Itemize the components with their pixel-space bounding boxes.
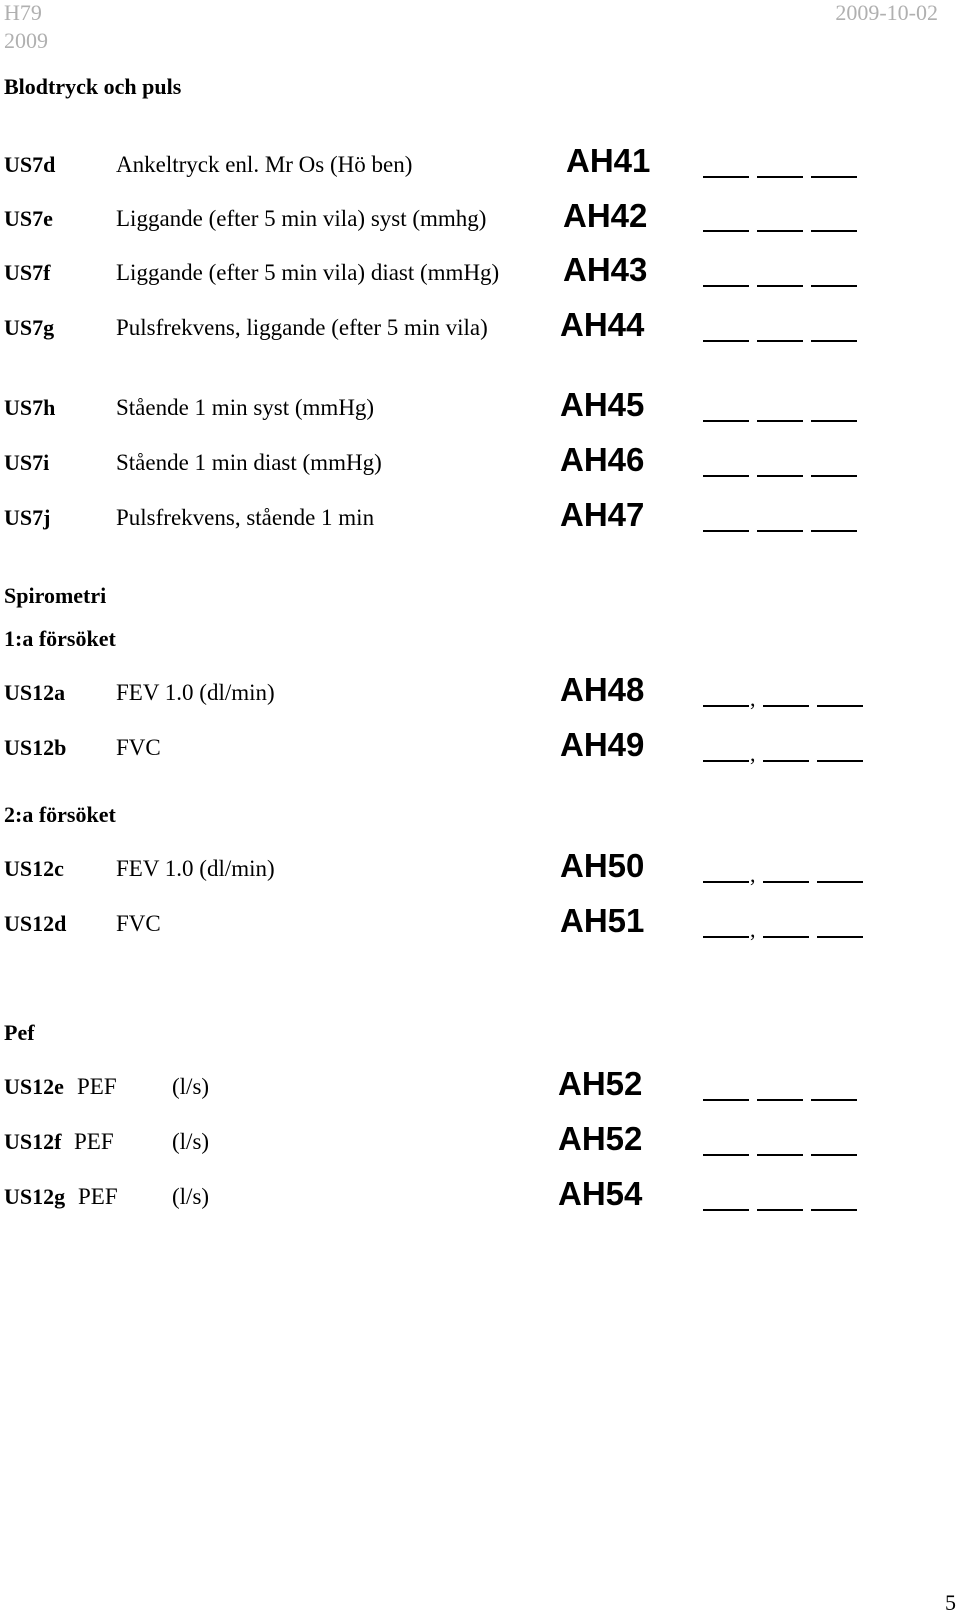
decimal-separator: , (750, 686, 756, 711)
row-label: FVC (116, 735, 161, 760)
input-blank[interactable] (811, 475, 857, 477)
input-blank[interactable] (757, 420, 803, 422)
input-blank[interactable] (703, 1099, 749, 1101)
row-label: Pulsfrekvens, liggande (efter 5 min vila) (116, 315, 488, 340)
decimal-separator: , (750, 862, 756, 887)
form-date: 2009-10-02 (835, 0, 938, 25)
row-code: US12e (4, 1074, 64, 1099)
row-label: Liggande (efter 5 min vila) syst (mmhg) (116, 206, 487, 231)
row-code: US7i (4, 450, 50, 475)
row-code: US7h (4, 395, 56, 420)
row-label: FEV 1.0 (dl/min) (116, 680, 275, 705)
field-id: AH50 (560, 847, 645, 884)
row-code: US7d (4, 152, 56, 177)
input-blank[interactable] (757, 530, 803, 532)
row-label: PEF (74, 1129, 114, 1154)
input-blank[interactable] (757, 340, 803, 342)
row-code: US7e (4, 206, 53, 231)
field-id: AH52 (558, 1120, 643, 1157)
field-id: AH47 (560, 496, 645, 533)
input-blank[interactable] (703, 936, 749, 938)
input-blank[interactable] (811, 1209, 857, 1211)
row-unit: (l/s) (172, 1074, 210, 1099)
input-blank[interactable] (811, 530, 857, 532)
input-blank[interactable] (757, 230, 803, 232)
input-blank[interactable] (703, 1154, 749, 1156)
field-id: AH45 (560, 386, 645, 423)
section-blood-pressure-title: Blodtryck och puls (4, 74, 182, 99)
row-label: PEF (78, 1184, 118, 1209)
input-blank[interactable] (703, 420, 749, 422)
field-id: AH52 (558, 1065, 643, 1102)
input-blank[interactable] (703, 176, 749, 178)
input-blank[interactable] (811, 176, 857, 178)
row-label: Stående 1 min diast (mmHg) (116, 450, 382, 475)
input-blank[interactable] (763, 760, 809, 762)
input-blank[interactable] (703, 475, 749, 477)
field-id: AH42 (563, 197, 648, 234)
row-code: US12d (4, 911, 67, 936)
input-blank[interactable] (763, 705, 809, 707)
page-number: 5 (945, 1590, 956, 1615)
row-code: US12b (4, 735, 67, 760)
input-blank[interactable] (763, 881, 809, 883)
input-blank[interactable] (757, 475, 803, 477)
input-blank[interactable] (703, 1209, 749, 1211)
input-blank[interactable] (703, 285, 749, 287)
input-blank[interactable] (703, 230, 749, 232)
row-unit: (l/s) (172, 1184, 210, 1209)
decimal-separator: , (750, 741, 756, 766)
input-blank[interactable] (817, 936, 863, 938)
row-code: US12g (4, 1184, 66, 1209)
input-blank[interactable] (703, 530, 749, 532)
row-code: US7f (4, 260, 51, 285)
row-label: Pulsfrekvens, stående 1 min (116, 505, 375, 530)
row-label: Liggande (efter 5 min vila) diast (mmHg) (116, 260, 500, 285)
field-id: AH43 (563, 251, 648, 288)
input-blank[interactable] (757, 1154, 803, 1156)
row-label: PEF (77, 1074, 117, 1099)
form-code: H79 (4, 0, 42, 25)
input-blank[interactable] (757, 285, 803, 287)
row-code: US7j (4, 505, 51, 530)
row-label: Ankeltryck enl. Mr Os (Hö ben) (116, 152, 413, 177)
form-year: 2009 (4, 28, 48, 53)
row-label: Stående 1 min syst (mmHg) (116, 395, 375, 420)
field-id: AH48 (560, 671, 645, 708)
input-blank[interactable] (757, 176, 803, 178)
row-code: US12c (4, 856, 64, 881)
field-id: AH44 (560, 306, 645, 343)
field-id: AH49 (560, 726, 645, 763)
input-blank[interactable] (703, 705, 749, 707)
row-unit: (l/s) (172, 1129, 210, 1154)
input-blank[interactable] (817, 881, 863, 883)
section-spirometry-title: Spirometri (4, 583, 107, 608)
input-blank[interactable] (811, 1099, 857, 1101)
input-blank[interactable] (817, 705, 863, 707)
input-blank[interactable] (757, 1099, 803, 1101)
attempt-2-title: 2:a försöket (4, 802, 116, 827)
section-pef-title: Pef (4, 1020, 35, 1045)
row-code: US12a (4, 680, 66, 705)
input-blank[interactable] (757, 1209, 803, 1211)
field-id: AH46 (560, 441, 645, 478)
row-code: US12f (4, 1129, 62, 1154)
input-blank[interactable] (703, 340, 749, 342)
input-blank[interactable] (811, 285, 857, 287)
field-id: AH41 (566, 142, 651, 179)
field-id: AH54 (558, 1175, 643, 1212)
input-blank[interactable] (763, 936, 809, 938)
input-blank[interactable] (811, 230, 857, 232)
field-id: AH51 (560, 902, 645, 939)
input-blank[interactable] (811, 1154, 857, 1156)
input-blank[interactable] (703, 881, 749, 883)
attempt-1-title: 1:a försöket (4, 626, 116, 651)
input-blank[interactable] (817, 760, 863, 762)
input-blank[interactable] (703, 760, 749, 762)
row-code: US7g (4, 315, 55, 340)
input-blank[interactable] (811, 420, 857, 422)
row-label: FVC (116, 911, 161, 936)
input-blank[interactable] (811, 340, 857, 342)
decimal-separator: , (750, 917, 756, 942)
row-label: FEV 1.0 (dl/min) (116, 856, 275, 881)
